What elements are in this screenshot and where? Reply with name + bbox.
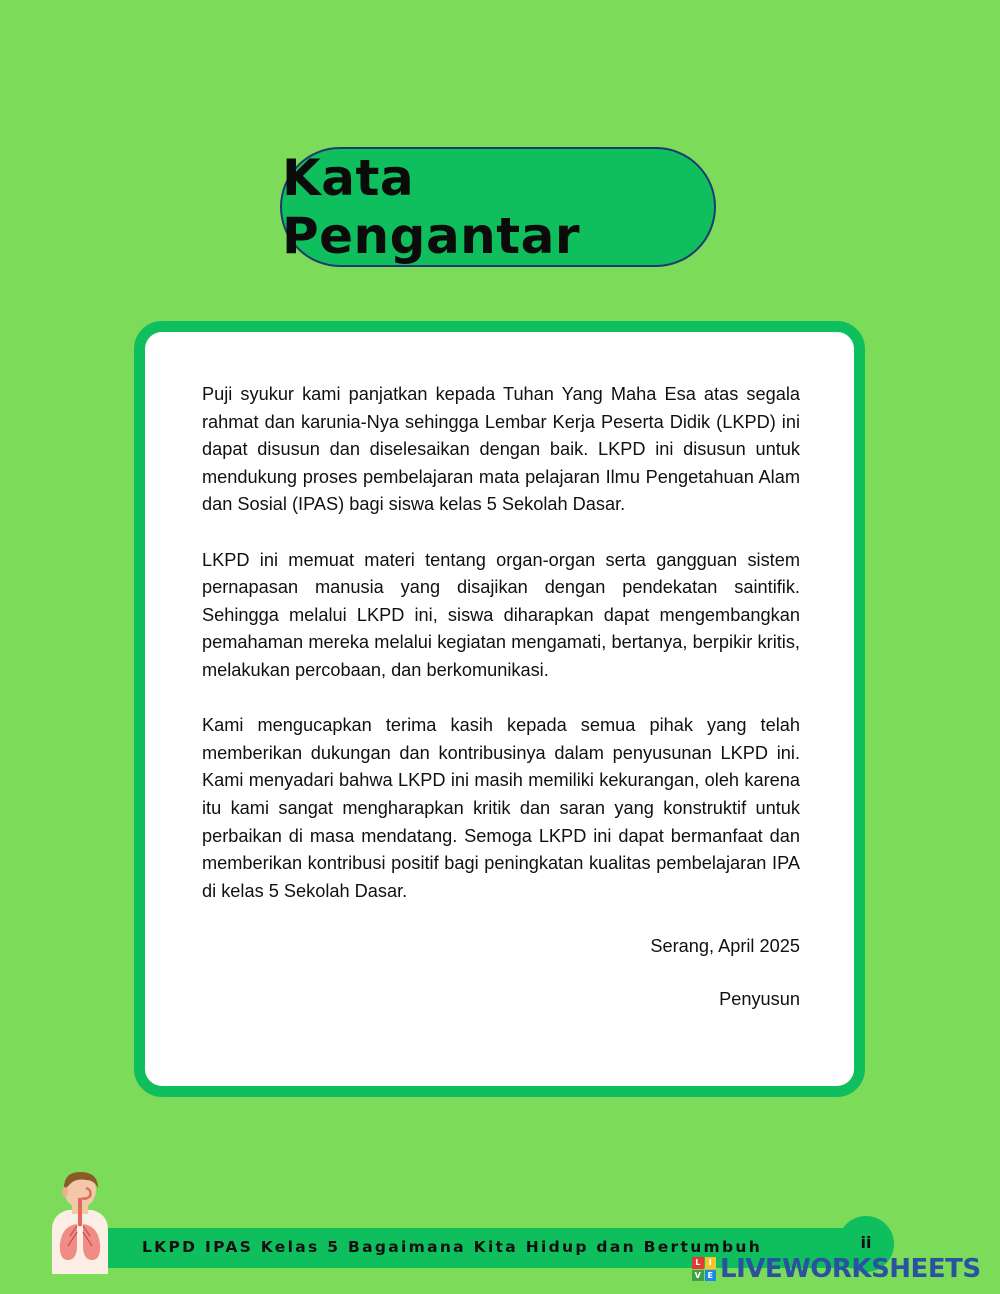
page-number: ii xyxy=(860,1232,872,1252)
place-date: Serang, April 2025 xyxy=(650,935,800,956)
title-pill xyxy=(280,147,716,267)
logo-letter: I xyxy=(705,1257,717,1269)
content-text xyxy=(202,381,800,1040)
logo-letter: E xyxy=(705,1270,717,1282)
paragraph-1: Puji syukur kami panjatkan kepada Tuhan Yang Maha Esa atas segala rahmat dan karunia-Nya sehingga Lembar Kerja Peserta Didik (LKPD) ini dapat disusun dan diselesaikan dengan baik. LKPD ini disusun untuk mendukung proses pembelajaran mata pelajaran Ilmu Pengetahuan Alam dan Sosial (IPAS) bagi siswa kelas 5 Sekolah Dasar. xyxy=(202,384,800,515)
watermark xyxy=(692,1255,981,1283)
watermark-text: LIVEWORKSHEETS xyxy=(720,1254,981,1284)
respiratory-anatomy-icon xyxy=(46,1170,114,1274)
liveworksheets-logo-icon xyxy=(692,1257,716,1281)
content-card xyxy=(134,321,865,1097)
paragraph-2: LKPD ini memuat materi tentang organ-organ serta gangguan sistem pernapasan manusia yang disajikan dengan pendekatan saintifik. Sehingga melalui LKPD ini, siswa diharapkan dapat mengembangkan pemahaman mereka melalui kegiatan mengamati, bertanya, berpikir kritis, melakukan percobaan, dan berkomunikasi. xyxy=(202,549,800,680)
paragraph-3: Kami mengucapkan terima kasih kepada semua pihak yang telah memberikan dukungan dan kontribusinya dalam penyusunan LKPD ini. Kami menyadari bahwa LKPD ini masih memiliki kekurangan, oleh karena itu kami sangat mengharapkan kritik dan saran yang konstruktif untuk perbaikan di masa mendatang. Semoga LKPD ini dapat bermanfaat dan memberikan kontribusi positif bagi peningkatan kualitas pembelajaran IPA di kelas 5 Sekolah Dasar. xyxy=(202,715,800,901)
signature: Penyusun xyxy=(719,989,800,1010)
page-title: Kata Pengantar xyxy=(282,149,581,265)
logo-letter: L xyxy=(692,1257,704,1269)
logo-letter: V xyxy=(692,1270,704,1282)
footer-text: LKPD IPAS Kelas 5 Bagaimana Kita Hidup dan Bertumbuh xyxy=(142,1238,763,1256)
